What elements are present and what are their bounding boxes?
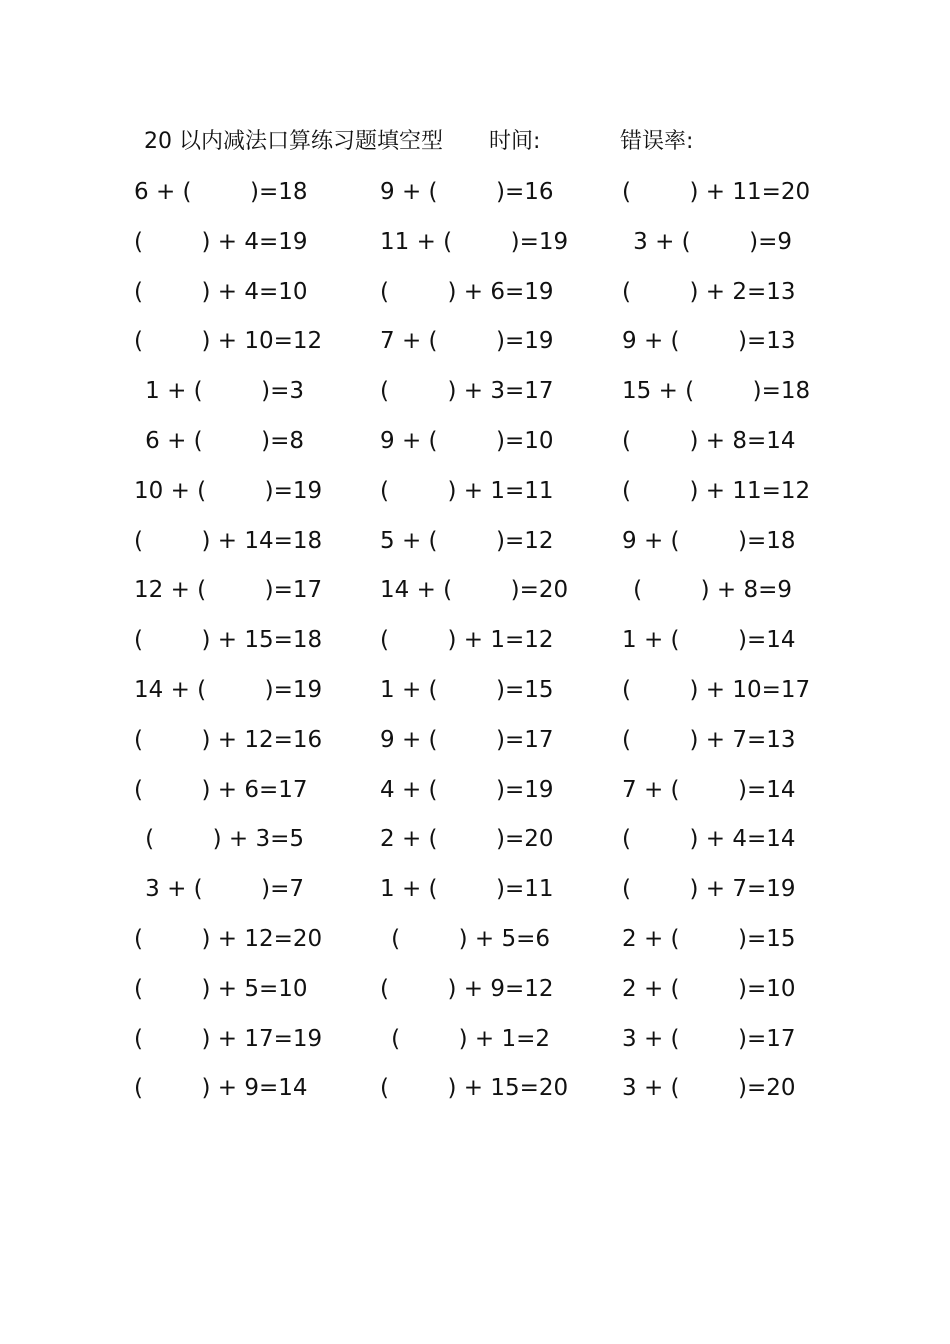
- problem-item: 1 + ( )=14: [622, 627, 796, 654]
- problem-item: ( ) + 6=19: [380, 278, 554, 305]
- worksheet-title: 20 以内减法口算练习题填空型: [144, 129, 443, 154]
- problem-item: ( ) + 8=14: [622, 427, 796, 454]
- problem-row: [0, 770, 950, 820]
- problem-item: ( ) + 9=12: [380, 975, 554, 1002]
- problem-item: ( ) + 7=19: [622, 876, 796, 903]
- problem-item: ( ) + 17=19: [134, 1025, 323, 1052]
- problem-item: 15 + ( )=18: [622, 378, 811, 405]
- worksheet-header: [144, 126, 804, 158]
- problem-row: [0, 471, 950, 521]
- problem-row: [0, 969, 950, 1019]
- problem-item: 3 + ( )=20: [622, 1075, 796, 1102]
- problem-item: 10 + ( )=19: [134, 477, 323, 504]
- problem-item: ( ) + 12=20: [134, 925, 323, 952]
- problem-item: ( ) + 2=13: [622, 278, 796, 305]
- problem-row: [0, 670, 950, 720]
- problem-item: ( ) + 3=5: [145, 826, 304, 853]
- problem-item: 11 + ( )=19: [380, 228, 569, 255]
- problem-row: [0, 620, 950, 670]
- problem-row: [0, 1019, 950, 1069]
- problem-item: 3 + ( )=17: [622, 1025, 796, 1052]
- problem-row: [0, 720, 950, 770]
- problem-row: [0, 521, 950, 571]
- problem-row: [0, 421, 950, 471]
- problem-item: 14 + ( )=19: [134, 676, 323, 703]
- problem-item: 2 + ( )=10: [622, 975, 796, 1002]
- problem-item: ( ) + 3=17: [380, 378, 554, 405]
- problem-item: 5 + ( )=12: [380, 527, 554, 554]
- problem-item: 3 + ( )=9: [633, 228, 792, 255]
- problem-item: 7 + ( )=14: [622, 776, 796, 803]
- problem-item: ( ) + 15=20: [380, 1075, 569, 1102]
- problem-row: [0, 570, 950, 620]
- problem-item: 2 + ( )=20: [380, 826, 554, 853]
- time-label: 时间:: [489, 129, 541, 154]
- problem-row: [0, 321, 950, 371]
- problem-item: ( ) + 6=17: [134, 776, 308, 803]
- problem-item: 14 + ( )=20: [380, 577, 569, 604]
- problem-row: [0, 819, 950, 869]
- problem-item: ( ) + 5=10: [134, 975, 308, 1002]
- problem-item: 1 + ( )=15: [380, 676, 554, 703]
- problem-item: ( ) + 12=16: [134, 726, 323, 753]
- problem-item: ( ) + 14=18: [134, 527, 323, 554]
- problem-row: [0, 869, 950, 919]
- problem-item: 9 + ( )=17: [380, 726, 554, 753]
- problem-item: 9 + ( )=18: [622, 527, 796, 554]
- problem-item: 1 + ( )=3: [145, 378, 304, 405]
- problem-item: ( ) + 1=12: [380, 627, 554, 654]
- problem-item: ( ) + 10=12: [134, 328, 323, 355]
- problem-row: [0, 1068, 950, 1118]
- problem-item: ( ) + 4=19: [134, 228, 308, 255]
- error-rate-label: 错误率:: [620, 129, 694, 154]
- problem-item: ( ) + 4=14: [622, 826, 796, 853]
- problem-item: 6 + ( )=18: [134, 179, 308, 205]
- problem-row: [0, 371, 950, 421]
- problem-row: [0, 172, 950, 222]
- problem-item: ( ) + 11=20: [622, 179, 811, 205]
- problem-item: ( ) + 11=12: [622, 477, 811, 504]
- problem-item: 3 + ( )=7: [145, 876, 304, 903]
- problem-item: 6 + ( )=8: [145, 427, 304, 454]
- problem-item: 12 + ( )=17: [134, 577, 323, 604]
- problem-item: ( ) + 1=11: [380, 477, 554, 504]
- problem-item: 9 + ( )=10: [380, 427, 554, 454]
- problem-item: ( ) + 4=10: [134, 278, 308, 305]
- problem-item: ( ) + 10=17: [622, 676, 811, 703]
- problem-row: [0, 222, 950, 272]
- problem-item: 4 + ( )=19: [380, 776, 554, 803]
- problem-item: ( ) + 1=2: [391, 1025, 550, 1052]
- problem-item: 9 + ( )=16: [380, 179, 554, 205]
- problem-item: ( ) + 9=14: [134, 1075, 308, 1102]
- problem-item: 9 + ( )=13: [622, 328, 796, 355]
- problem-item: 1 + ( )=11: [380, 876, 554, 903]
- problem-item: 7 + ( )=19: [380, 328, 554, 355]
- problem-row: [0, 272, 950, 322]
- problem-grid: [0, 172, 950, 1118]
- problem-item: ( ) + 15=18: [134, 627, 323, 654]
- problem-item: ( ) + 7=13: [622, 726, 796, 753]
- problem-item: ( ) + 8=9: [633, 577, 792, 604]
- problem-item: 2 + ( )=15: [622, 925, 796, 952]
- problem-row: [0, 919, 950, 969]
- problem-item: ( ) + 5=6: [391, 925, 550, 952]
